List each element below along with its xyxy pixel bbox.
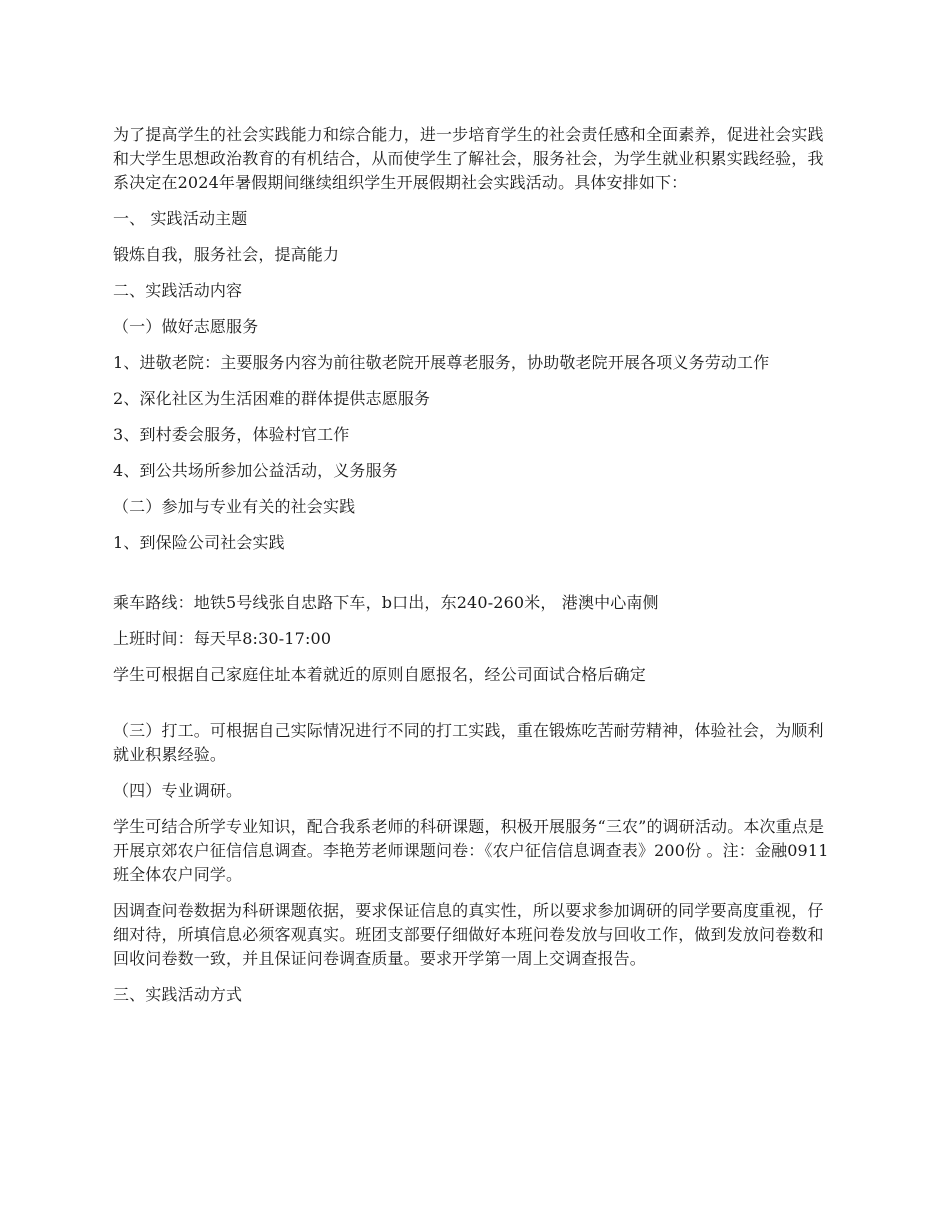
- route-text: 乘车路线：地铁5号线张自忠路下车，b口出，东240-260米， 港澳中心南侧: [113, 593, 659, 612]
- subsection-4-body-1: 学生可结合所学专业知识，配合我系老师的科研课题，积极开展服务“三农”的调研活动。本次重点是开展京郊农户征信信息调查。李艳芳老师课题问卷：《农户征信信息调查表》200份 。注：金融0911班全体农户同学。: [113, 817, 829, 884]
- list-item: 1、到保险公司社会实践: [113, 533, 285, 552]
- section-1-theme: 锻炼自我，服务社会，提高能力: [113, 245, 340, 264]
- subsection-1-heading: （一）做好志愿服务: [113, 317, 259, 336]
- list-item: 4、到公共场所参加公益活动，义务服务: [113, 461, 398, 480]
- section-1-heading: 一、 实践活动主题: [113, 209, 248, 228]
- list-item: 2、深化社区为生活困难的群体提供志愿服务: [113, 389, 431, 408]
- spacer: [113, 699, 838, 719]
- list-item: 1、进敬老院：主要服务内容为前往敬老院开展尊老服务，协助敬老院开展各项义务劳动工作: [113, 353, 770, 372]
- subsection-4-body-2: 因调查问卷数据为科研课题依据，要求保证信息的真实性，所以要求参加调研的同学要高度重视，仔细对待，所填信息必须客观真实。班团支部要仔细做好本班问卷发放与回收工作，做到发放问卷数和回收问卷数一致，并且保证问卷调查质量。要求开学第一周上交调查报告。: [113, 901, 824, 968]
- subsection-3-paragraph: （三）打工。可根据自己实际情况进行不同的打工实践，重在锻炼吃苦耐劳精神，体验社会，为顺利就业积累经验。: [113, 721, 824, 764]
- section-2-heading: 二、实践活动内容: [113, 281, 243, 300]
- subsection-4-heading: （四）专业调研。: [113, 781, 243, 800]
- signup-text: 学生可根据自己家庭住址本着就近的原则自愿报名，经公司面试合格后确定: [113, 665, 646, 684]
- list-item: 3、到村委会服务，体验村官工作: [113, 425, 350, 444]
- section-3-heading: 三、实践活动方式: [113, 985, 243, 1004]
- subsection-2-heading: （二）参加与专业有关的社会实践: [113, 497, 356, 516]
- work-hours-text: 上班时间：每天早8:30-17:00: [113, 629, 332, 648]
- intro-paragraph: 为了提高学生的社会实践能力和综合能力，进一步培育学生的社会责任感和全面素养，促进社会实践和大学生思想政治教育的有机结合，从而使学生了解社会，服务社会，为学生就业积累实践经验，我系决定在2024年暑假期间继续组织学生开展假期社会实践活动。具体安排如下：: [113, 125, 824, 192]
- spacer: [113, 567, 838, 591]
